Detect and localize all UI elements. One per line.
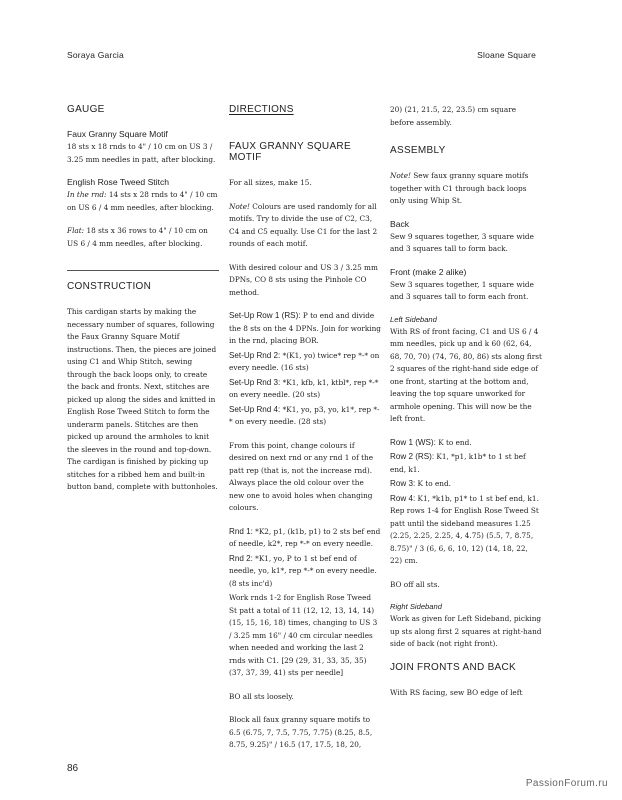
- block-continued-text: 20) (21, 21.5, 22, 23.5) cm square before assembly.: [390, 105, 517, 127]
- directions-heading: DIRECTIONS: [229, 104, 294, 115]
- construction-heading: CONSTRUCTION: [67, 281, 152, 292]
- bind-off-text: BO all sts loosely.: [229, 691, 294, 701]
- rose-gauge-text: In the rnd: 14 sts x 28 rnds to 4" / 10 cm on US 6 / 4 mm needles, after blocking.: [67, 190, 218, 212]
- row-4: Row 4: K1, *k1b, p1* to 1 st bef end, k1. Rep rows 1-4 for English Rose Tweed St patt until the sideband measures 1.25 (2.25, 2.25, 2.25, 4, 4.75) (5.5, 7, 8.75, 8.75)" / 3 (6, 6, 6, 10, 12) (14, 18, 22, 22) cm.: [390, 493, 539, 565]
- join-heading: JOIN FRONTS AND BACK: [390, 661, 517, 673]
- front-text: Sew 3 squares together, 1 square wide and 3 squares tall to form each front.: [390, 279, 534, 301]
- setup-rnd-4: Set-Up Rnd 4: *K1, yo, p3, yo, k1*, rep *-* on every needle. (28 sts): [229, 404, 380, 426]
- rnd-2: Rnd 2: *K1, yo, P to 1 st bef end of needle, yo, k1*, rep *-* on every needle. (8 sts inc'd): [229, 553, 377, 588]
- all-sizes-text: For all sizes, make 15.: [229, 178, 312, 187]
- column-assembly: [390, 104, 542, 710]
- section-divider: [67, 270, 219, 271]
- bo-off-text: BO off all sts.: [390, 579, 440, 589]
- flat-gauge-text: Flat: 18 sts x 36 rows to 4" / 10 cm on US 6 / 4 mm needles, after blocking.: [67, 226, 208, 248]
- running-header-author: Soraya Garcia: [67, 50, 124, 60]
- setup-row-1: Set-Up Row 1 (RS): P to end and divide the 8 sts on the 4 DPNs. Join for working in the rnd, placing BOR.: [229, 311, 381, 345]
- watermark: PassionForum.ru: [525, 778, 608, 789]
- back-text: Sew 9 squares together, 3 square wide and 3 squares tall to form back.: [390, 231, 534, 253]
- setup-rnd-3: Set-Up Rnd 3: *K1, kfb, k1, ktbl*, rep *-* on every needle. (20 sts): [229, 377, 379, 399]
- column-directions: [229, 104, 381, 763]
- row-1: Row 1 (WS): K to end.: [390, 437, 472, 447]
- work-rnds-text: Work rnds 1-2 for English Rose Tweed St patt a total of 11 (12, 12, 13, 14, 14) (15, 15, 16, 18) times, changing to US 3 / 3.25 mm 16" / 40 cm circular needles when needed and working the last 2 rnds with C1. [29 (29, 31, 33, 35, 35) (37, 37, 39, 41) sts per needle]: [229, 593, 378, 677]
- rose-gauge-subheading: English Rose Tweed Stitch: [67, 177, 170, 187]
- faux-gauge-text: 18 sts x 18 rnds to 4" / 10 cm on US 3 / 3.25 mm needles in patt, after blocking.: [67, 142, 216, 164]
- front-subheading: Front (make 2 alike): [390, 266, 467, 277]
- colour-change-text: From this point, change colours if desired on next rnd or any rnd 1 of the patt rep (that is, not the increase rnd). Always place the old colour over the new one to avoid holes when changing colours.: [229, 440, 374, 512]
- gauge-heading: GAUGE: [67, 104, 105, 115]
- page-number: 86: [67, 763, 79, 774]
- right-sideband-subheading: Right Sideband: [390, 602, 442, 611]
- block-text: Block all faux granny square motifs to 6.5 (6.75, 7, 7.5, 7.75, 7.75) (8.25, 8.5, 8.75, 9.25)" / 16.5 (17, 17.5, 18, 20,: [229, 715, 373, 749]
- setup-rnd-2: Set-Up Rnd 2: *(K1, yo) twice* rep *-* on every needle. (16 sts): [229, 350, 380, 372]
- row-2: Row 2 (RS): K1, *p1, k1b* to 1 st bef end, k1.: [390, 452, 526, 474]
- right-sideband-text: Work as given for Left Sideband, picking up sts along first 2 squares at right-hand side of back (not right front).: [390, 614, 542, 648]
- colour-note: Note! Colours are used randomly for all motifs. Try to divide the use of C2, C3, C4 and C5 equally. Use C1 for the last 2 rounds of each motif.: [229, 201, 378, 248]
- assembly-heading: ASSEMBLY: [390, 145, 446, 156]
- assembly-note: Note! Sew faux granny square motifs together with C1 through back loops only using Whip St.: [390, 171, 529, 205]
- row-3: Row 3: K to end.: [390, 479, 451, 488]
- faux-square-heading: FAUX GRANNY SQUARE MOTIF: [229, 141, 351, 163]
- column-gauge-construction: [67, 104, 219, 505]
- back-subheading: Back: [390, 218, 410, 229]
- left-sideband-subheading: Left Sideband: [390, 314, 437, 324]
- construction-text: This cardigan starts by making the necessary number of squares, following the Faux Granny Square Motif instructions. Then, the pieces are joined using C1 and Whip Stitch, sewing through the back loops only, to create the back and fronts. Next, stitches are picked up along the sides and knitted in English Rose Tweed Stitch to form the underarm panels. Stitches are then picked up around the armholes to knit the sleeves in the round and top-down. The cardigan is finished by picking up stitches for a ribbed hem and built-in button band, complete with buttonholes.: [67, 307, 218, 491]
- cast-on-text: With desired colour and US 3 / 3.25 mm DPNs, CO 8 sts using the Pinhole CO method.: [229, 262, 378, 297]
- running-header-title: Sloane Square: [477, 50, 536, 60]
- faux-gauge-subheading: Faux Granny Square Motif: [67, 129, 168, 139]
- join-text: With RS facing, sew BO edge of left: [390, 687, 523, 697]
- left-sideband-text: With RS of front facing, C1 and US 6 / 4 mm needles, pick up and k 60 (62, 64, 68, 70, 70) (74, 76, 80, 86) sts along first 2 squares of the right-hand side edge of one front, starting at the bottom and, leaving the top square unworked for armhole opening. This will now be the left front.: [390, 326, 542, 423]
- rnd-1: Rnd 1: *K2, p1, (k1b, p1) to 2 sts bef end of needle, k2*, rep *-* on every needle.: [229, 526, 381, 548]
